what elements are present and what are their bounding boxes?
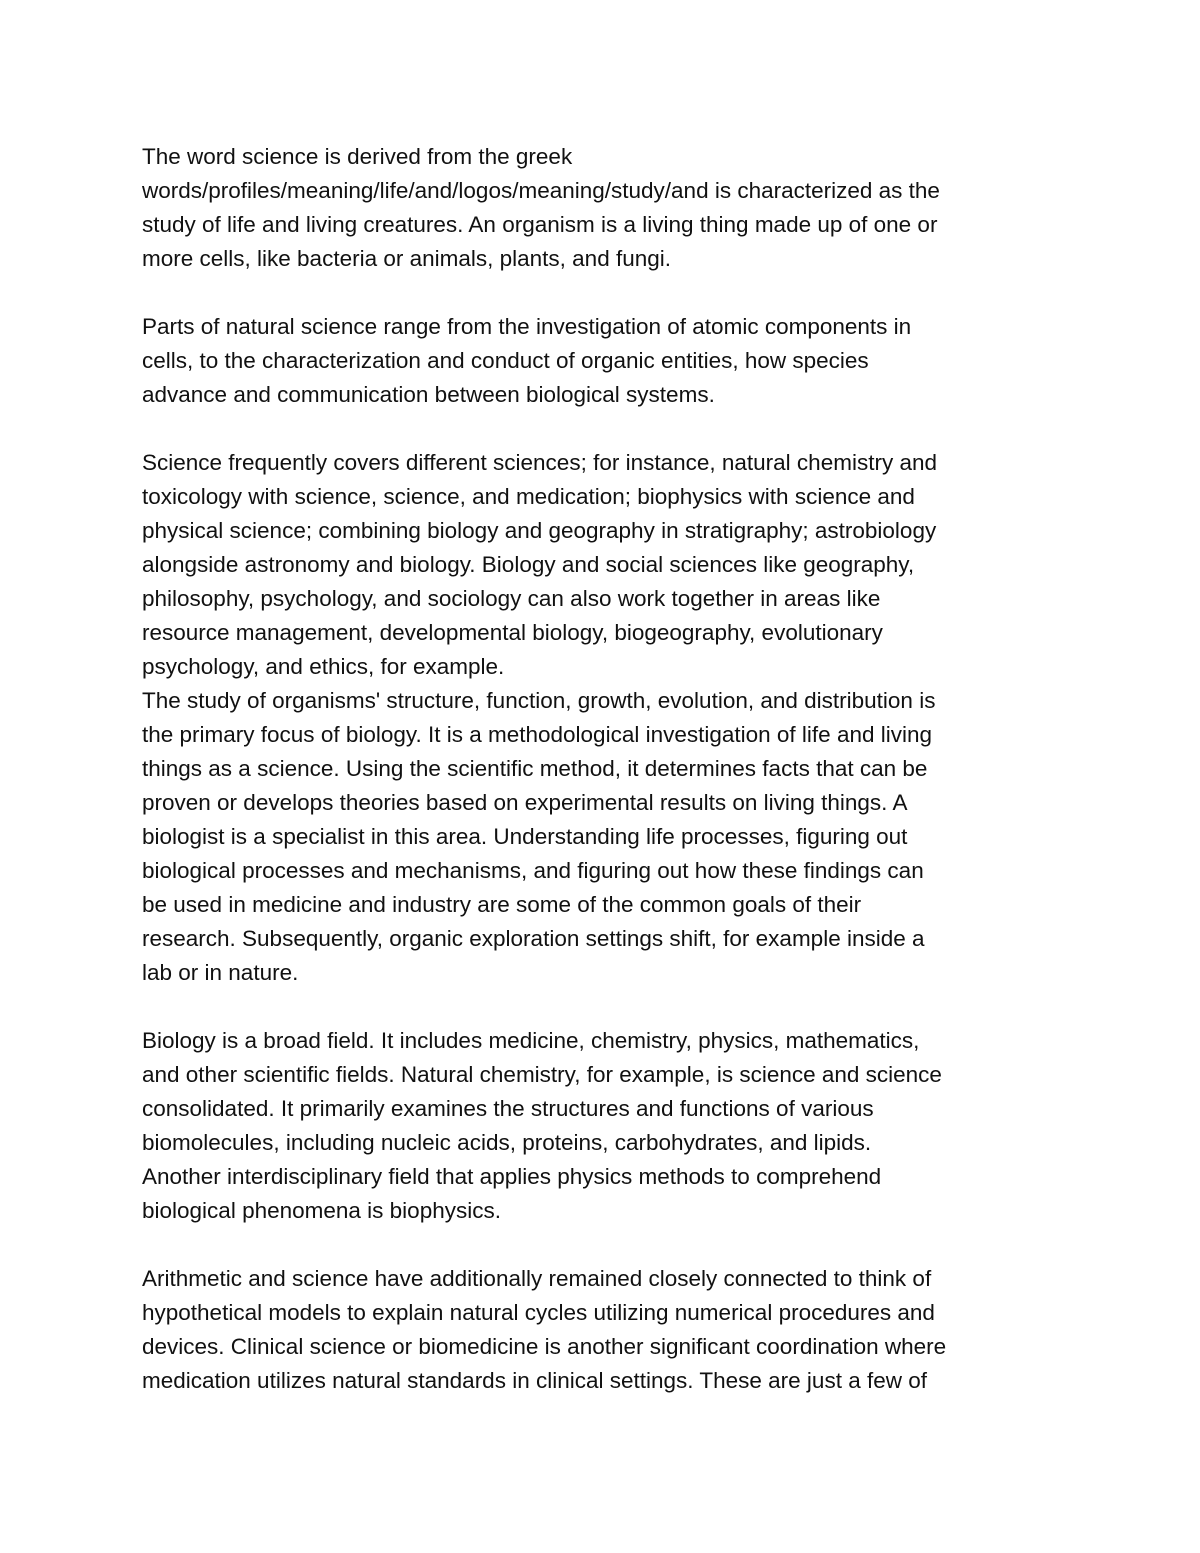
text-line: study of life and living creatures. An organism is a living thing made up of one or [142, 212, 938, 237]
text-line: Arithmetic and science have additionally remained closely connected to think of [142, 1266, 932, 1291]
text-line: be used in medicine and industry are some of the common goals of their [142, 892, 862, 917]
text-line: biological processes and mechanisms, and figuring out how these findings can [142, 858, 924, 883]
paragraph-etymology [142, 140, 1062, 276]
paragraph-study-of-organisms [142, 684, 1062, 990]
text-line: Science frequently covers different sciences; for instance, natural chemistry and [142, 450, 937, 475]
text-line: consolidated. It primarily examines the structures and functions of various [142, 1096, 874, 1121]
text-line: toxicology with science, science, and medication; biophysics with science and [142, 484, 915, 509]
paragraph-interdisciplinary [142, 446, 1062, 684]
text-line: psychology, and ethics, for example. [142, 654, 505, 679]
text-line: resource management, developmental biology, biogeography, evolutionary [142, 620, 883, 645]
text-line: alongside astronomy and biology. Biology and social sciences like geography, [142, 552, 915, 577]
paragraph-arithmetic [142, 1262, 1062, 1398]
text-line: biological phenomena is biophysics. [142, 1198, 501, 1223]
text-line: research. Subsequently, organic exploration settings shift, for example inside a [142, 926, 925, 951]
text-line: more cells, like bacteria or animals, plants, and fungi. [142, 246, 672, 271]
text-line: biologist is a specialist in this area. Understanding life processes, figuring out [142, 824, 908, 849]
paragraph-broad-field [142, 1024, 1062, 1228]
text-line: Parts of natural science range from the investigation of atomic components in [142, 314, 912, 339]
text-line: the primary focus of biology. It is a methodological investigation of life and living [142, 722, 933, 747]
text-line: Biology is a broad field. It includes medicine, chemistry, physics, mathematics, [142, 1028, 920, 1053]
text-line: advance and communication between biological systems. [142, 382, 715, 407]
text-line: words/profiles/meaning/life/and/logos/meaning/study/and is characterized as the [142, 178, 940, 203]
text-line: and other scientific fields. Natural chemistry, for example, is science and science [142, 1062, 942, 1087]
text-line: cells, to the characterization and conduct of organic entities, how species [142, 348, 869, 373]
text-line: things as a science. Using the scientific method, it determines facts that can be [142, 756, 928, 781]
text-line: physical science; combining biology and geography in stratigraphy; astrobiology [142, 518, 937, 543]
text-line: biomolecules, including nucleic acids, proteins, carbohydrates, and lipids. [142, 1130, 872, 1155]
text-line: proven or develops theories based on experimental results on living things. A [142, 790, 908, 815]
text-line: The study of organisms' structure, function, growth, evolution, and distribution is [142, 688, 936, 713]
text-line: lab or in nature. [142, 960, 299, 985]
paragraph-parts-of-science [142, 310, 1062, 412]
text-line: Another interdisciplinary field that applies physics methods to comprehend [142, 1164, 882, 1189]
document-body [142, 140, 1062, 1398]
text-line: The word science is derived from the greek [142, 144, 573, 169]
text-line: philosophy, psychology, and sociology can also work together in areas like [142, 586, 881, 611]
text-line: medication utilizes natural standards in clinical settings. These are just a few of [142, 1368, 927, 1393]
text-line: hypothetical models to explain natural cycles utilizing numerical procedures and [142, 1300, 935, 1325]
text-line: devices. Clinical science or biomedicine is another significant coordination where [142, 1334, 947, 1359]
